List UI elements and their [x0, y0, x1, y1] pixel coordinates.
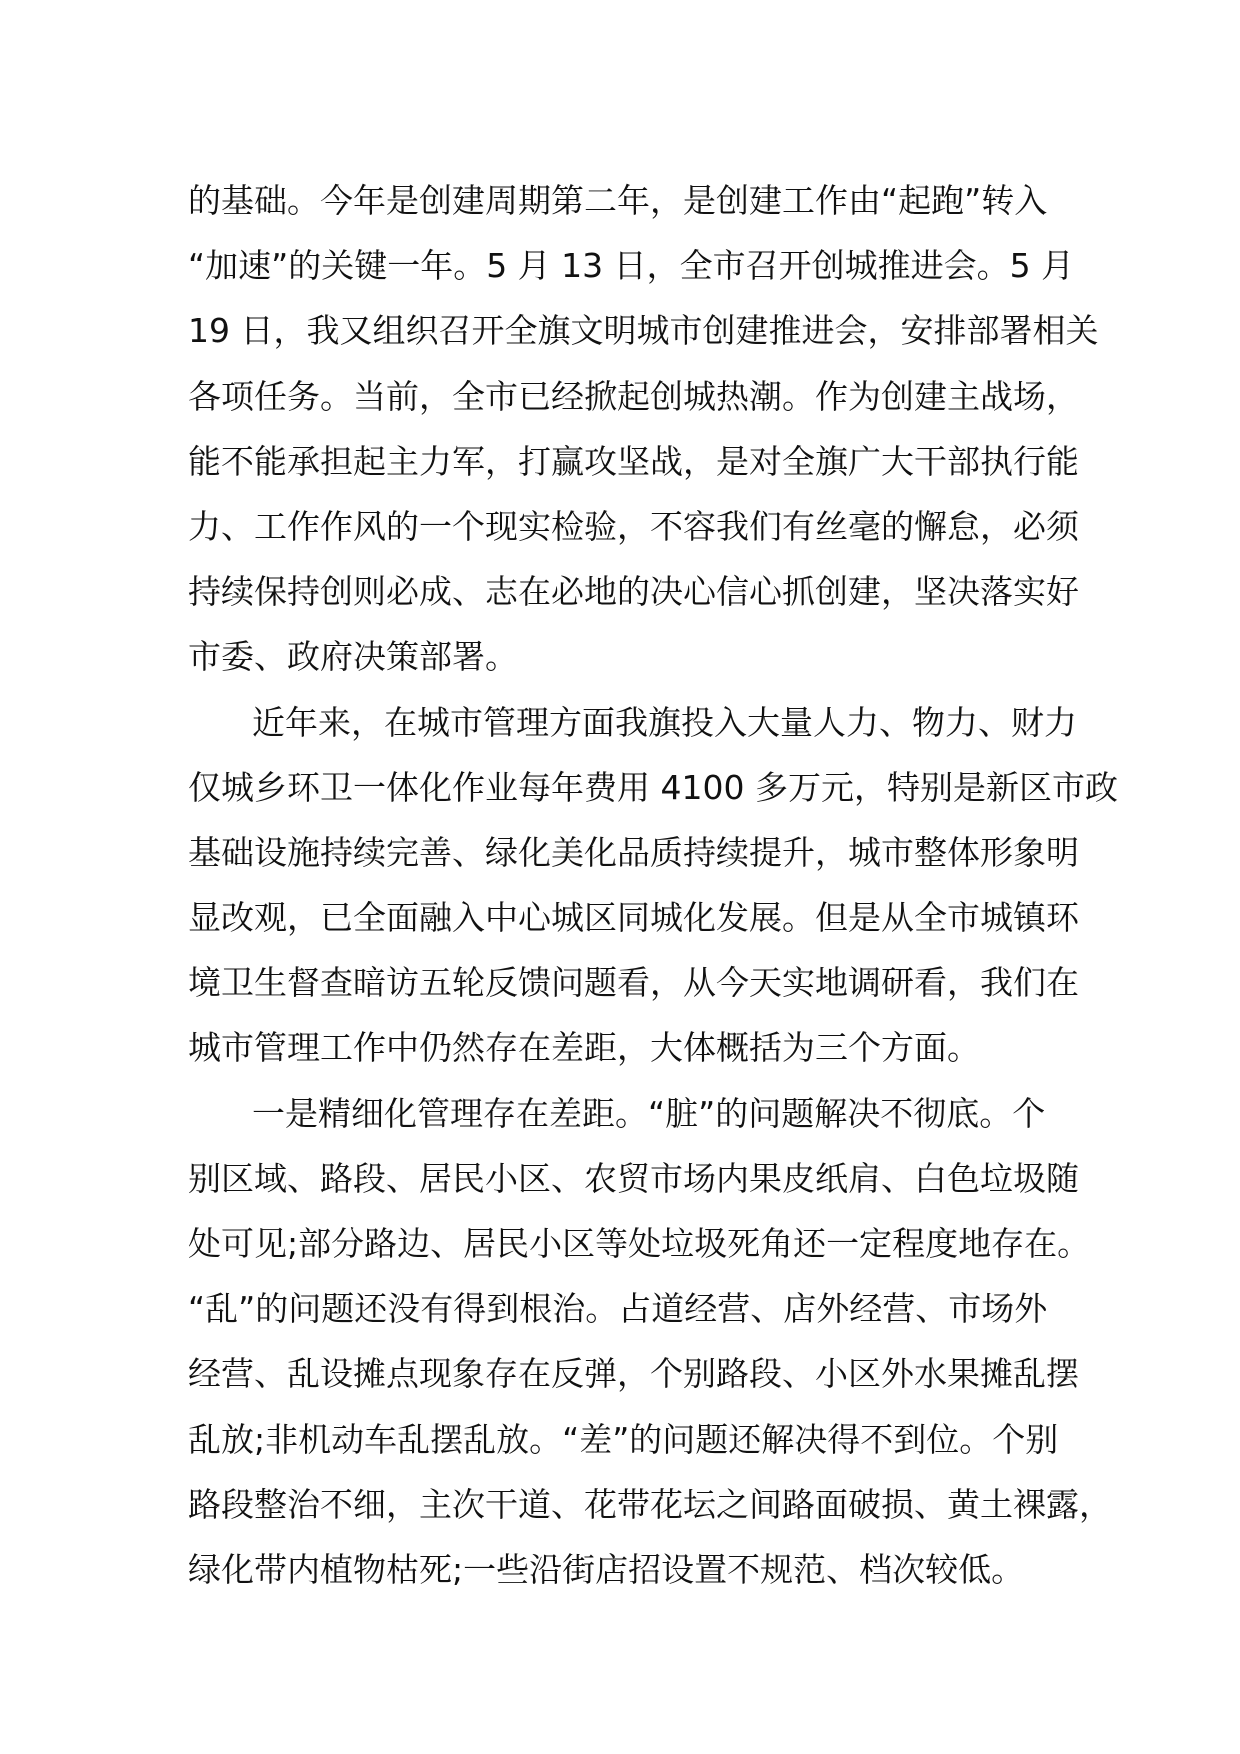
- text-line: “加速”的关键一年。5 月 13 日，全市召开创城推进会。5 月: [188, 246, 1075, 286]
- paragraph-2: [188, 690, 1118, 1081]
- text-line: 基础设施持续完善、绿化美化品质持续提升，城市整体形象明: [188, 832, 1079, 872]
- text-line: 市委、政府决策部署。: [188, 637, 518, 677]
- text-line: 持续保持创则必成、志在必地的决心信心抓创建，坚决落实好: [188, 572, 1079, 612]
- text-line: 19 日，我又组织召开全旗文明城市创建推进会，安排部署相关: [188, 311, 1099, 351]
- paragraph-1: [188, 168, 1099, 690]
- text-line: 仅城乡环卫一体化作业每年费用 4100 多万元，特别是新区市政: [188, 767, 1118, 807]
- text-line: 绿化带内植物枯死;一些沿街店招设置不规范、档次较低。: [188, 1549, 1025, 1589]
- text-line: 显改观，已全面融入中心城区同城化发展。但是从全市城镇环: [188, 898, 1079, 938]
- text-line: 各项任务。当前，全市已经掀起创城热潮。作为创建主战场，: [188, 376, 1079, 416]
- text-line: “乱”的问题还没有得到根治。占道经营、店外经营、市场外: [188, 1289, 1048, 1329]
- text-line: 力、工作作风的一个现实检验，不容我们有丝毫的懈怠，必须: [188, 506, 1079, 546]
- text-line: 路段整治不细，主次干道、花带花坛之间路面破损、黄土裸露，: [188, 1484, 1112, 1524]
- text-line: 境卫生督查暗访五轮反馈问题看，从今天实地调研看，我们在: [188, 963, 1079, 1003]
- text-line: 乱放;非机动车乱摆乱放。“差”的问题还解决得不到位。个别: [188, 1419, 1059, 1459]
- text-line: 城市管理工作中仍然存在差距，大体概括为三个方面。: [188, 1028, 980, 1068]
- paragraph-3: [188, 1081, 1112, 1603]
- text-line: 能不能承担起主力军，打赢攻坚战，是对全旗广大干部执行能: [188, 441, 1079, 481]
- text-line-first: 近年来，在城市管理方面我旗投入大量人力、物力、财力: [252, 702, 1077, 742]
- text-line: 经营、乱设摊点现象存在反弹，个别路段、小区外水果摊乱摆: [188, 1354, 1079, 1394]
- document-body: [188, 168, 1118, 1602]
- text-line: 别区域、路段、居民小区、农贸市场内果皮纸肩、白色垃圾随: [188, 1158, 1079, 1198]
- text-line: 处可见;部分路边、居民小区等处垃圾死角还一定程度地存在。: [188, 1224, 1091, 1263]
- text-line: 的基础。今年是创建周期第二年，是创建工作由“起跑”转入: [188, 181, 1048, 220]
- text-line-first: 一是精细化管理存在差距。“脏”的问题解决不彻底。个: [252, 1093, 1046, 1133]
